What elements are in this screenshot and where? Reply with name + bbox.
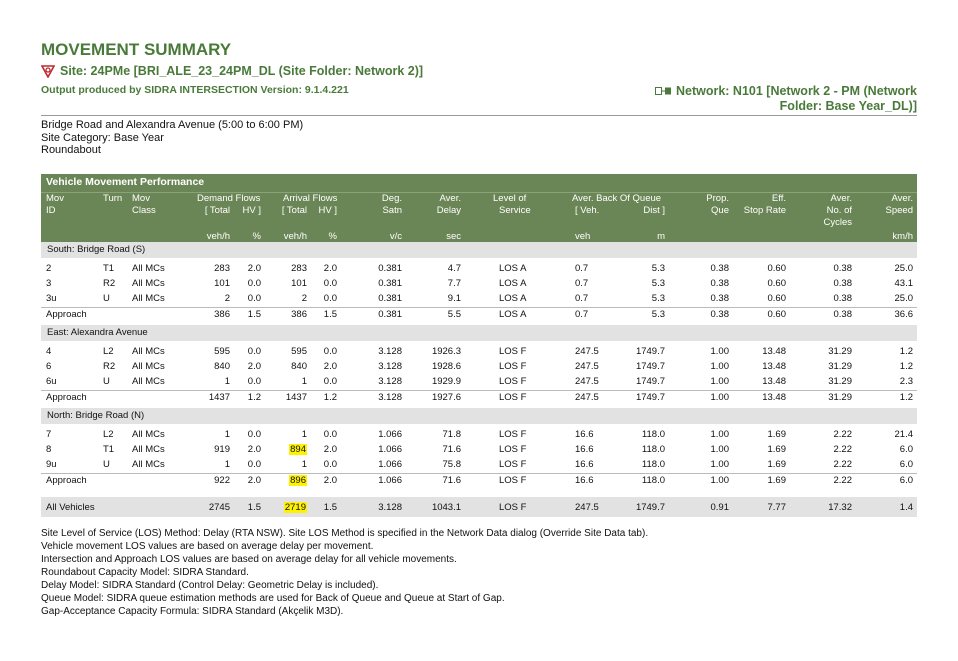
table-cell: 0.38 <box>710 263 729 274</box>
divider <box>41 115 917 116</box>
table-cell: 1749.7 <box>635 376 665 387</box>
table-cell: 247.5 <box>575 376 599 387</box>
table-cell: 6.0 <box>899 444 913 455</box>
table-cell: LOS F <box>499 376 527 387</box>
table-cell: 0.0 <box>323 376 337 387</box>
column-header: Stop Rate <box>743 205 786 216</box>
table-cell: 13.48 <box>762 376 786 387</box>
table-cell: 0.38 <box>710 309 729 320</box>
table-cell: 1.00 <box>710 429 729 440</box>
table-cell: 0.91 <box>710 502 729 513</box>
table-cell: Approach <box>46 309 87 320</box>
column-header: Turn <box>103 193 123 204</box>
table-cell: 2.22 <box>833 475 852 486</box>
table-cell: 16.6 <box>575 444 594 455</box>
table-cell: LOS F <box>499 429 527 440</box>
table-cell: 1929.9 <box>431 376 461 387</box>
table-cell: 247.5 <box>575 346 599 357</box>
table-cell: 1.066 <box>378 475 402 486</box>
column-header: Mov <box>132 193 150 204</box>
table-cell: All MCs <box>132 444 165 455</box>
network-line-2: Folder: Base Year_DL)] <box>779 99 917 113</box>
table-cell: 1.4 <box>899 502 913 513</box>
table-cell: 118.0 <box>641 475 665 486</box>
table-cell: 0.381 <box>378 309 402 320</box>
table-cell: 31.29 <box>828 361 852 372</box>
table-cell: 1 <box>301 459 307 470</box>
table-cell: 3u <box>46 293 57 304</box>
table-cell: 6.0 <box>899 475 913 486</box>
column-header: [ Total <box>281 205 307 216</box>
network-label <box>617 84 917 114</box>
table-cell: 6.0 <box>899 459 913 470</box>
description-line: Roundabout <box>41 144 101 156</box>
produced-by: Output produced by SIDRA INTERSECTION Version: 9.1.4.221 <box>41 84 349 96</box>
table-cell: 31.29 <box>828 392 852 403</box>
table-cell: 0.38 <box>710 278 729 289</box>
column-header: Level of <box>493 193 527 204</box>
approach-row <box>41 473 917 491</box>
table-cell: LOS A <box>499 309 527 320</box>
table-cell: 31.29 <box>828 346 852 357</box>
note-line: Gap-Acceptance Capacity Formula: SIDRA Standard (Akçelik M3D). <box>41 606 344 617</box>
table-cell: 0.38 <box>833 263 852 274</box>
table-cell: 247.5 <box>575 361 599 372</box>
note-line: Vehicle movement LOS values are based on average delay per movement. <box>41 541 374 552</box>
table-row <box>41 360 917 375</box>
table-cell: 1749.7 <box>635 392 665 403</box>
table-cell: 1.00 <box>710 444 729 455</box>
column-header: Service <box>499 205 531 216</box>
table-cell: 1.00 <box>710 376 729 387</box>
table-cell: 1.69 <box>767 459 786 470</box>
table-row <box>41 262 917 277</box>
column-header: [ Veh. <box>575 205 600 216</box>
table-cell: 0.7 <box>575 278 589 289</box>
table-cell: 6u <box>46 376 57 387</box>
table-cell: LOS A <box>499 293 527 304</box>
table-cell: 1.5 <box>247 309 261 320</box>
table-cell: All MCs <box>132 293 165 304</box>
table-cell: 0.0 <box>247 278 261 289</box>
table-cell: LOS F <box>499 475 527 486</box>
table-cell: 0.60 <box>767 263 786 274</box>
table-cell: 71.6 <box>442 444 461 455</box>
unit-label: % <box>252 231 261 242</box>
table-cell: LOS F <box>499 392 527 403</box>
table-cell: 922 <box>214 475 230 486</box>
table-header <box>41 174 917 242</box>
table-cell: U <box>103 376 110 387</box>
table-cell: LOS F <box>499 459 527 470</box>
highlighted-value: 896 <box>290 475 306 486</box>
table-cell: 283 <box>291 263 307 274</box>
unit-label: % <box>328 231 337 242</box>
table-cell: 0.38 <box>833 293 852 304</box>
unit-label: veh <box>575 231 591 242</box>
table-cell: 101 <box>291 278 307 289</box>
table-cell: 4.7 <box>447 263 461 274</box>
table-cell <box>289 475 307 486</box>
table-cell: 25.0 <box>894 263 913 274</box>
column-header: Cycles <box>823 217 852 228</box>
table-cell: 0.381 <box>378 293 402 304</box>
column-header: Aver. <box>439 193 461 204</box>
table-cell: 2.0 <box>323 444 337 455</box>
table-cell: 7.77 <box>767 502 786 513</box>
approach-section-header <box>41 408 917 424</box>
table-cell: 1.69 <box>767 475 786 486</box>
table-cell: 118.0 <box>641 459 665 470</box>
table-cell: 2 <box>46 263 52 274</box>
highlighted-value: 894 <box>290 444 306 455</box>
table-cell: L2 <box>103 429 114 440</box>
site-name: Site: 24PMe [BRI_ALE_23_24PM_DL (Site Folder: Network 2)] <box>60 64 424 78</box>
table-cell: 3.128 <box>378 346 402 357</box>
table-cell: 595 <box>291 346 307 357</box>
all-vehicles-row <box>41 497 917 517</box>
table-cell: 1.2 <box>899 392 913 403</box>
table-cell: 16.6 <box>575 429 594 440</box>
table-row <box>41 428 917 443</box>
movement-performance-table <box>41 174 917 517</box>
table-cell: 283 <box>214 263 230 274</box>
column-header: Que <box>711 205 729 216</box>
column-header: Satn <box>382 205 402 216</box>
table-row <box>41 292 917 307</box>
roundabout-site-icon <box>41 65 55 78</box>
units-row <box>41 229 917 242</box>
table-cell: 2.22 <box>833 459 852 470</box>
table-cell: 2.0 <box>323 475 337 486</box>
column-header: Deg. <box>381 193 402 204</box>
site-description <box>41 119 303 157</box>
header-row <box>41 217 917 229</box>
table-cell: 0.60 <box>767 293 786 304</box>
table-cell: 71.6 <box>442 475 461 486</box>
table-cell: 2.0 <box>247 444 261 455</box>
table-cell: 2.0 <box>247 263 261 274</box>
column-header: Prop. <box>706 193 729 204</box>
column-header: HV ] <box>242 205 261 216</box>
table-cell: LOS F <box>499 361 527 372</box>
table-cell: 0.38 <box>710 293 729 304</box>
approach-row <box>41 307 917 325</box>
table-cell: 0.0 <box>323 278 337 289</box>
table-cell: 75.8 <box>442 459 461 470</box>
table-cell: 0.7 <box>575 263 589 274</box>
table-cell: 1.00 <box>710 475 729 486</box>
table-cell: 1 <box>224 376 230 387</box>
table-cell: All MCs <box>132 361 165 372</box>
note-line: Roundabout Capacity Model: SIDRA Standard. <box>41 567 249 578</box>
table-cell: 16.6 <box>575 475 594 486</box>
table-body <box>41 242 917 517</box>
table-cell: R2 <box>103 278 116 289</box>
table-cell: L2 <box>103 346 114 357</box>
table-cell: 13.48 <box>762 346 786 357</box>
table-cell: 0.0 <box>247 429 261 440</box>
highlighted-value: 2719 <box>284 502 306 513</box>
table-cell: 1.00 <box>710 361 729 372</box>
table-cell: 1.2 <box>899 361 913 372</box>
column-header: [ Total <box>204 205 230 216</box>
table-cell: 2.3 <box>899 376 913 387</box>
notes <box>41 527 648 618</box>
unit-label: v/c <box>389 231 402 242</box>
table-cell: All Vehicles <box>46 502 95 513</box>
table-cell: 118.0 <box>641 444 665 455</box>
table-cell: 1749.7 <box>635 346 665 357</box>
table-cell: 386 <box>291 309 307 320</box>
table-cell: 919 <box>214 444 230 455</box>
table-cell: 0.0 <box>323 293 337 304</box>
table-cell: 101 <box>214 278 230 289</box>
table-cell: 1.69 <box>767 444 786 455</box>
approach-section-header <box>41 325 917 341</box>
note-line: Intersection and Approach LOS values are based on average delay for all vehicle movements. <box>41 554 457 565</box>
table-cell: 25.0 <box>894 293 913 304</box>
table-cell: U <box>103 293 110 304</box>
table-cell: 2 <box>224 293 230 304</box>
table-cell: 595 <box>214 346 230 357</box>
note-line: Site Level of Service (LOS) Method: Delay (RTA NSW). Site LOS Method is specified in the Network Data dialog (Override Site Data tab). <box>41 528 649 539</box>
table-cell: 3.128 <box>378 361 402 372</box>
table-row <box>41 458 917 473</box>
unit-label: veh/h <box>283 231 307 242</box>
table-cell: 0.60 <box>767 309 786 320</box>
table-cell: 9u <box>46 459 57 470</box>
table-cell: All MCs <box>132 376 165 387</box>
table-cell: 3 <box>46 278 52 289</box>
column-header: Eff. <box>771 193 786 204</box>
table-cell: 1 <box>224 459 230 470</box>
table-cell: 17.32 <box>828 502 852 513</box>
network-line-1: Network: N101 [Network 2 - PM (Network <box>675 84 917 98</box>
table-cell: 5.5 <box>447 309 461 320</box>
table-cell: 247.5 <box>575 502 599 513</box>
table-cell: 1.69 <box>767 429 786 440</box>
table-cell: 0.38 <box>833 309 852 320</box>
table-cell: 0.0 <box>247 459 261 470</box>
column-header: Delay <box>436 205 461 216</box>
table-cell: 1 <box>301 429 307 440</box>
table-cell: 1927.6 <box>431 392 461 403</box>
table-cell: 5.3 <box>651 293 665 304</box>
description-line: Bridge Road and Alexandra Avenue (5:00 to 6:00 PM) <box>41 119 304 131</box>
table-row <box>41 277 917 292</box>
table-cell: 0.0 <box>247 376 261 387</box>
table-cell: 2.0 <box>323 263 337 274</box>
table-cell: 1.066 <box>378 444 402 455</box>
table-cell: Approach <box>46 392 87 403</box>
table-cell: 1.066 <box>378 429 402 440</box>
table-cell: 1.00 <box>710 459 729 470</box>
column-header: No. of <box>826 205 852 216</box>
table-cell: U <box>103 459 110 470</box>
table-cell: 1437 <box>208 392 230 403</box>
table-cell: 0.60 <box>767 278 786 289</box>
table-cell: 5.3 <box>651 309 665 320</box>
table-cell: 36.6 <box>894 309 913 320</box>
table-cell: LOS F <box>499 346 527 357</box>
table-cell: 1.2 <box>323 392 337 403</box>
table-cell: 0.0 <box>247 346 261 357</box>
table-cell: 386 <box>214 309 230 320</box>
table-cell: 8 <box>46 444 52 455</box>
table-cell: 1.2 <box>247 392 261 403</box>
table-cell: 4 <box>46 346 52 357</box>
table-cell: All MCs <box>132 429 165 440</box>
table-cell: 1437 <box>285 392 307 403</box>
page-title: MOVEMENT SUMMARY <box>41 40 232 59</box>
network-icon <box>655 87 672 96</box>
column-header: Speed <box>885 205 913 216</box>
approach-section-header <box>41 242 917 258</box>
table-cell: T1 <box>103 444 115 455</box>
table-cell: 0.0 <box>323 429 337 440</box>
table-cell: 71.8 <box>442 429 461 440</box>
table-cell: 1749.7 <box>635 361 665 372</box>
section-name: East: Alexandra Avenue <box>47 327 148 338</box>
table-cell: LOS F <box>499 444 527 455</box>
table-cell: 840 <box>291 361 307 372</box>
column-header: Aver. <box>891 193 913 204</box>
table-cell: Approach <box>46 475 87 486</box>
table-cell: All MCs <box>132 263 165 274</box>
table-cell: 13.48 <box>762 392 786 403</box>
unit-label: m <box>657 231 665 242</box>
table-row <box>41 375 917 390</box>
table-cell: 5.3 <box>651 263 665 274</box>
table-cell: 1.066 <box>378 459 402 470</box>
table-cell: 7.7 <box>447 278 461 289</box>
column-header: Dist ] <box>643 205 665 216</box>
table-row <box>41 345 917 360</box>
table-cell: 0.381 <box>378 278 402 289</box>
note-line: Delay Model: SIDRA Standard (Control Delay: Geometric Delay is included). <box>41 580 379 591</box>
table-cell: LOS F <box>499 502 527 513</box>
table-cell: 3.128 <box>378 376 402 387</box>
column-header: Aver. <box>830 193 852 204</box>
table-cell: 840 <box>214 361 230 372</box>
table-cell: 1.5 <box>323 309 337 320</box>
column-header: Demand Flows <box>197 193 261 204</box>
table-cell: 7 <box>46 429 52 440</box>
table-cell: 0.0 <box>323 346 337 357</box>
section-name: South: Bridge Road (S) <box>47 244 146 255</box>
table-row <box>41 443 917 458</box>
column-header: HV ] <box>318 205 337 216</box>
table-cell: All MCs <box>132 346 165 357</box>
section-name: North: Bridge Road (N) <box>47 410 145 421</box>
unit-label: veh/h <box>206 231 230 242</box>
table-cell: 9.1 <box>447 293 461 304</box>
note-line: Queue Model: SIDRA queue estimation methods are used for Back of Queue and Queue at Start of Gap. <box>41 593 505 604</box>
table-cell: 21.4 <box>894 429 913 440</box>
header-row <box>41 205 917 217</box>
table-cell: 3.128 <box>378 502 402 513</box>
table-cell: All MCs <box>132 278 165 289</box>
table-cell: LOS A <box>499 263 527 274</box>
table-cell: 118.0 <box>641 429 665 440</box>
table-cell: 43.1 <box>894 278 913 289</box>
column-header: Aver. Back Of Queue <box>572 193 662 204</box>
table-cell: 2.22 <box>833 444 852 455</box>
table-cell: 6 <box>46 361 52 372</box>
table-cell: 5.3 <box>651 278 665 289</box>
table-caption: Vehicle Movement Performance <box>41 174 917 193</box>
table-cell: 0.7 <box>575 309 589 320</box>
table-cell: 1.00 <box>710 392 729 403</box>
table-cell: 1 <box>301 376 307 387</box>
table-cell: 0.38 <box>833 278 852 289</box>
table-cell: 31.29 <box>828 376 852 387</box>
table-cell <box>289 444 307 455</box>
table-cell: 2745 <box>208 502 230 513</box>
column-header: Arrival Flows <box>283 193 338 204</box>
table-cell: 1749.7 <box>635 502 665 513</box>
table-cell: 1 <box>224 429 230 440</box>
column-header: Mov <box>46 193 64 204</box>
table-cell: T1 <box>103 263 115 274</box>
table-cell: 2.0 <box>247 361 261 372</box>
table-cell: 2.0 <box>323 361 337 372</box>
table-cell: 2 <box>301 293 307 304</box>
unit-label: sec <box>446 231 461 242</box>
table-cell: 0.0 <box>247 293 261 304</box>
column-header: Class <box>132 205 156 216</box>
table-cell <box>284 502 307 513</box>
unit-label: km/h <box>892 231 913 242</box>
site-line <box>41 64 423 78</box>
table-cell: 0.381 <box>378 263 402 274</box>
table-cell: All MCs <box>132 459 165 470</box>
table-cell: R2 <box>103 361 116 372</box>
table-cell: 1926.3 <box>431 346 461 357</box>
table-cell: 3.128 <box>378 392 402 403</box>
table-cell: 1.5 <box>323 502 337 513</box>
approach-row <box>41 390 917 408</box>
table-cell: 13.48 <box>762 361 786 372</box>
table-cell: 1928.6 <box>431 361 461 372</box>
table-cell: 0.7 <box>575 293 589 304</box>
table-cell: 247.5 <box>575 392 599 403</box>
description-line: Site Category: Base Year <box>41 131 164 144</box>
table-cell: 1.5 <box>247 502 261 513</box>
table-cell: LOS A <box>499 278 527 289</box>
column-header: ID <box>46 205 56 216</box>
table-cell: 1.2 <box>899 346 913 357</box>
table-cell: 2.0 <box>247 475 261 486</box>
header-row <box>41 193 917 205</box>
table-cell: 1.00 <box>710 346 729 357</box>
table-cell: 16.6 <box>575 459 594 470</box>
table-cell: 0.0 <box>323 459 337 470</box>
table-cell: 1043.1 <box>431 502 461 513</box>
table-cell: 2.22 <box>833 429 852 440</box>
